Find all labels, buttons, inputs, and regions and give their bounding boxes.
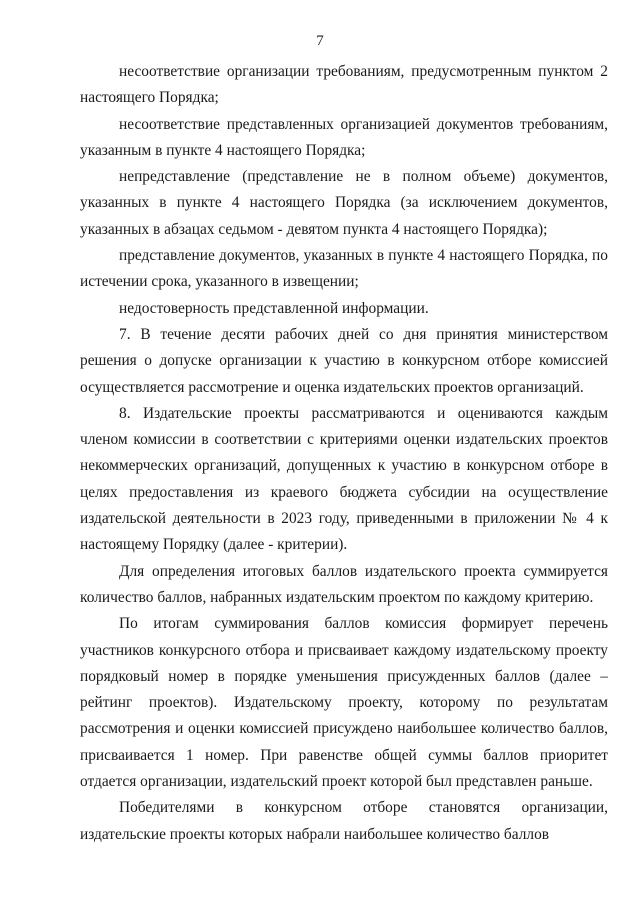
paragraph: По итогам суммирования баллов комиссия формирует перечень участников конкурсного отбора и присваивает каждому издательскому проекту порядковый номер в порядке уменьшения присужденных баллов (далее – рейтинг проектов). Издательскому проекту, которому по результатам рассмотрения и оценки комиссией присуждено наибольшее количество баллов, присваивается 1 номер. При равенстве общей суммы баллов приоритет отдается организации, издательский проект которой был представлен раньше. xyxy=(80,615,608,791)
paragraph: несоответствие организации требованиям, предусмотренным пунктом 2 настоящего Порядка; xyxy=(80,63,608,107)
paragraph: недостоверность представленной информации. xyxy=(119,299,429,317)
paragraph: 8. Издательские проекты рассматриваются и оцениваются каждым членом комиссии в соответствии с критериями оценки издательских проектов некоммерческих организаций, допущенных к участию в конкурсном отборе в целях предоставления из краевого бюджета субсидии на осуществление издательской деятельности в 2023 году, приведенными в приложении № 4 к настоящему Порядку (далее - критерии). xyxy=(80,404,608,554)
paragraph: 7. В течение десяти рабочих дней со дня принятия министерством решения о допуске организации к участию в конкурсном отборе комиссией осуществляется рассмотрение и оценка издательских проектов организаций. xyxy=(80,325,608,396)
paragraph: Победителями в конкурсном отборе становятся организации, издательские проекты которых набрали наибольшее количество баллов xyxy=(80,799,608,843)
paragraph: несоответствие представленных организацией документов требованиям, указанным в пункте 4 настоящего Порядка; xyxy=(80,115,608,159)
paragraph: Для определения итоговых баллов издательского проекта суммируется количество баллов, набранных издательским проектом по каждому критерию. xyxy=(80,562,608,606)
paragraph: непредставление (представление не в полном объеме) документов, указанных в пункте 4 настоящего Порядка (за исключением документов, указанных в абзацах седьмом - девятом пункта 4 настоящего Порядка); xyxy=(80,168,608,238)
document-body xyxy=(80,59,608,848)
page-number: 7 xyxy=(316,33,324,49)
paragraph: представление документов, указанных в пункте 4 настоящего Порядка, по истечении срока, указанного в извещении; xyxy=(80,247,608,291)
